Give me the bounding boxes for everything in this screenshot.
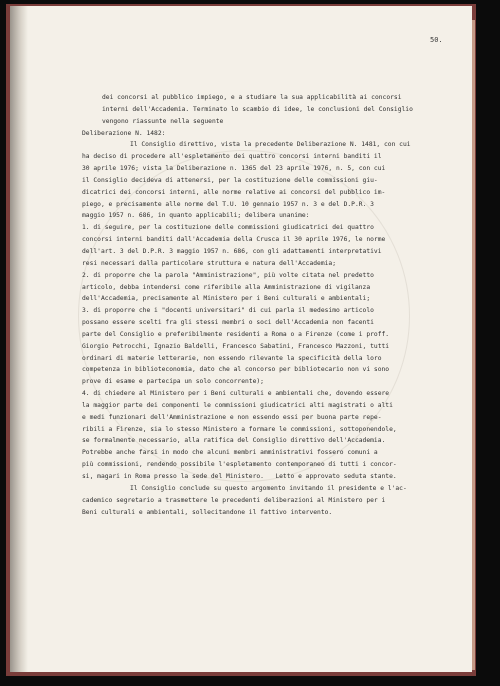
text-line: se formalmente necessario, alla ratifica del Consiglio direttivo dell'Accademia. xyxy=(82,437,386,445)
text-line: ordinari di materie letterarie, non essendo rilevante la specificità della loro xyxy=(82,354,382,362)
text-line: il Consiglio decideva di attenersi, per la costituzione delle commissioni giu- xyxy=(82,176,378,184)
typed-text-body xyxy=(82,92,442,518)
text-line: Deliberazione N. 1482: xyxy=(82,129,166,137)
text-line: ribili a Firenze, sia lo stesso Ministero a formare le commissioni, sottoponendole, xyxy=(82,425,397,433)
text-line: 2. di proporre che la parola "Amministrazione", più volte citata nel predetto xyxy=(82,271,374,279)
text-line: vengono riassunte nella seguente xyxy=(102,117,224,125)
text-line: parte del Consiglio e preferibilmente residenti a Roma o a Firenze (come i proff. xyxy=(82,330,390,338)
text-line: dell'art. 3 del D.P.R. 3 maggio 1957 n. 686, con gli adattamenti interpretativi xyxy=(82,247,382,255)
text-line: 1. di seguire, per la costituzione delle commissioni giudicatrici dei quattro xyxy=(82,224,374,232)
text-line: Beni culturali e ambientali, sollecitandone il fattivo intervento. xyxy=(82,508,333,516)
text-line: e medi funzionari dell'Amministrazione e non essendo essi per buona parte repe- xyxy=(82,413,382,421)
text-line: concorsi interni banditi dall'Accademia della Crusca il 30 aprile 1976, le norme xyxy=(82,236,386,244)
text-line: dei concorsi al pubblico impiego, e a studiare la sua applicabilità ai concorsi xyxy=(102,94,402,101)
text-line: cademico segretario a trasmettere le precedenti deliberazioni al Ministero per i xyxy=(82,496,386,504)
text-line: competenza in biblioteconomia, dato che al concorso per bibliotecario non vi sono xyxy=(82,366,390,374)
text-line: Giorgio Petrocchi, Ignazio Baldelli, Francesco Sabatini, Francesco Mazzoni, tutti xyxy=(82,342,390,350)
text-line: articolo, debba intendersi come riferibile alla Amministrazione di vigilanza xyxy=(82,283,371,291)
text-line: la maggior parte dei componenti le commissioni giudicatrici alti magistrati o alti xyxy=(82,401,393,409)
book-gutter xyxy=(10,6,28,672)
text-line: 4. di chiedere al Ministero per i Beni culturali e ambientali che, dovendo essere xyxy=(82,390,390,398)
text-line: ha deciso di procedere all'espletamento dei quattro concorsi interni banditi il xyxy=(82,153,382,161)
text-line: dell'Accademia, precisamente al Ministero per i Beni culturali e ambientali; xyxy=(82,295,371,303)
text-line: maggio 1957 n. 686, in quanto applicabili; delibera unanime: xyxy=(82,212,310,220)
page-number: 50. xyxy=(430,36,443,44)
text-line: interni dell'Accademia. Terminato lo scambio di idee, le conclusioni del Consiglio xyxy=(102,105,413,113)
text-line: Il Consiglio conclude su questo argomento invitando il presidente e l'ac- xyxy=(130,484,407,492)
text-line: 3. di proporre che i "docenti universitari" di cui parla il medesimo articolo xyxy=(82,307,374,315)
text-line: Il Consiglio direttivo, vista la precedente Deliberazione N. 1481, con cui xyxy=(130,141,411,149)
text-line: piego, e precisamente alle norme del T.U. 10 gennaio 1957 n. 3 e del D.P.R. 3 xyxy=(82,200,374,208)
text-line: si, magari in Roma presso la sede del Ministero. Letto e approvato seduta stante. xyxy=(82,473,397,480)
text-line: possano essere scelti fra gli stessi membri o soci dell'Accademia non facenti xyxy=(82,319,374,327)
text-line: resi necessari dalla particolare struttura e natura dell'Accademia; xyxy=(82,259,337,267)
text-line: dicatrici dei concorsi interni, alle norme relative ai concorsi del pubblico im- xyxy=(82,188,386,196)
text-line: 30 aprile 1976; vista la Deliberazione n. 1365 del 23 aprile 1976, n. 5, con cui xyxy=(82,165,386,173)
text-line: Potrebbe anche farsi in modo che alcuni membri amministrativi fossero comuni a xyxy=(82,449,378,457)
text-line: prove di esame e partecipa un solo concorrente); xyxy=(82,378,264,386)
text-line: più commissioni, rendendo possibile l'espletamento contemporaneo di tutti i concor- xyxy=(82,461,397,469)
